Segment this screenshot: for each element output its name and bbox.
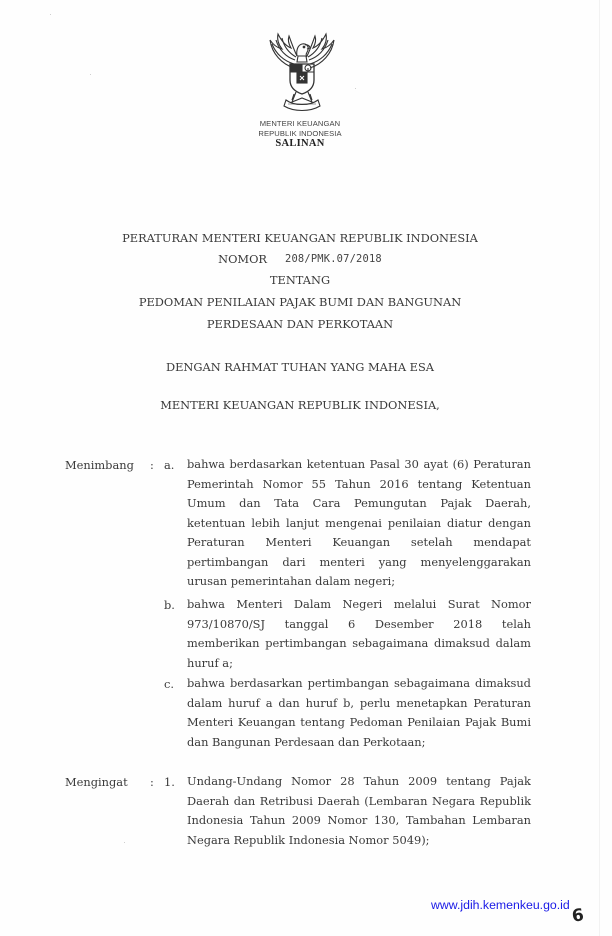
garuda-emblem-icon bbox=[264, 30, 340, 116]
text-line: memberikan pertimbangan sebagaimana dimaksud dalam bbox=[187, 636, 531, 650]
text-line: Umum dan Tata Cara Pemungutan Pajak Daerah, bbox=[187, 496, 531, 510]
scan-speck bbox=[124, 842, 125, 843]
subject-line2: PERDESAAN DAN PERKOTAAN bbox=[206, 317, 394, 331]
text-line: 973/10870/SJ tanggal 6 Desember 2018 telah bbox=[187, 616, 531, 631]
nomor-value: 208/PMK.07/2018 bbox=[285, 253, 382, 265]
menimbang-item-a bbox=[187, 455, 531, 592]
menimbang-item-b bbox=[187, 595, 531, 673]
text-line: pertimbangan dari menteri yang menyelenggarakan bbox=[187, 554, 531, 569]
text-line: Negara Republik Indonesia Nomor 5049); bbox=[187, 832, 430, 847]
text-line: Pemerintah Nomor 55 Tahun 2016 tentang Ketentuan bbox=[187, 476, 531, 491]
letterhead-line2: REPUBLIK INDONESIA bbox=[258, 129, 342, 138]
text-line: Peraturan Menteri Keuangan setelah mendapat bbox=[187, 535, 531, 549]
issuer: MENTERI KEUANGAN REPUBLIK INDONESIA, bbox=[160, 398, 440, 412]
nomor-label: NOMOR bbox=[218, 252, 268, 266]
regulation-number bbox=[60, 252, 540, 266]
text-line: dan Bangunan Perdesaan dan Perkotaan; bbox=[187, 734, 426, 749]
scan-speck bbox=[50, 14, 51, 15]
text-line: bahwa berdasarkan ketentuan Pasal 30 ayat (6) Peraturan bbox=[187, 457, 531, 471]
item-marker-a: a. bbox=[164, 458, 175, 472]
text-line: urusan pemerintahan dalam negeri; bbox=[187, 574, 396, 588]
text-line: Undang-Undang Nomor 28 Tahun 2009 tentang Pajak bbox=[187, 774, 531, 788]
scan-speck bbox=[90, 74, 91, 75]
item-marker-b: b. bbox=[164, 598, 175, 612]
regulation-title: PERATURAN MENTERI KEUANGAN REPUBLIK INDONESIA bbox=[122, 231, 478, 245]
text-line: dalam huruf a dan huruf b, perlu menetapkan Peraturan bbox=[187, 695, 531, 710]
salinan-stamp: SALINAN bbox=[275, 138, 325, 149]
subject-line1: PEDOMAN PENILAIAN PAJAK BUMI DAN BANGUNAN bbox=[138, 295, 462, 309]
scan-edge bbox=[599, 0, 600, 936]
text-line: huruf a; bbox=[187, 655, 233, 670]
text-line: bahwa berdasarkan pertimbangan sebagaimana dimaksud bbox=[187, 676, 531, 690]
menimbang-colon: : bbox=[150, 458, 154, 472]
item-marker-c: c. bbox=[164, 677, 175, 691]
menimbang-item-c bbox=[187, 674, 531, 752]
mengingat-colon: : bbox=[150, 775, 154, 789]
jdih-website-link[interactable]: www.jdih.kemenkeu.go.id bbox=[431, 898, 570, 912]
handwritten-page-mark: 6 bbox=[570, 905, 586, 927]
tentang-label: TENTANG bbox=[269, 273, 331, 287]
mengingat-label: Mengingat bbox=[65, 775, 128, 789]
scan-speck bbox=[355, 88, 356, 89]
text-line: bahwa Menteri Dalam Negeri melalui Surat Nomor bbox=[187, 597, 531, 611]
mengingat-item-1 bbox=[187, 772, 531, 850]
item-marker-1: 1. bbox=[164, 775, 175, 789]
text-line: Indonesia Tahun 2009 Nomor 130, Tambahan Lembaran bbox=[187, 813, 531, 827]
letterhead-line1: MENTERI KEUANGAN bbox=[259, 119, 341, 128]
menimbang-label: Menimbang bbox=[65, 458, 134, 472]
invocation: DENGAN RAHMAT TUHAN YANG MAHA ESA bbox=[165, 360, 435, 374]
text-line: Menteri Keuangan tentang Pedoman Penilaian Pajak Bumi bbox=[187, 715, 531, 729]
text-line: Daerah dan Retribusi Daerah (Lembaran Negara Republik bbox=[187, 793, 531, 808]
text-line: ketentuan lebih lanjut mengenai penilaian diatur dengan bbox=[187, 515, 531, 530]
